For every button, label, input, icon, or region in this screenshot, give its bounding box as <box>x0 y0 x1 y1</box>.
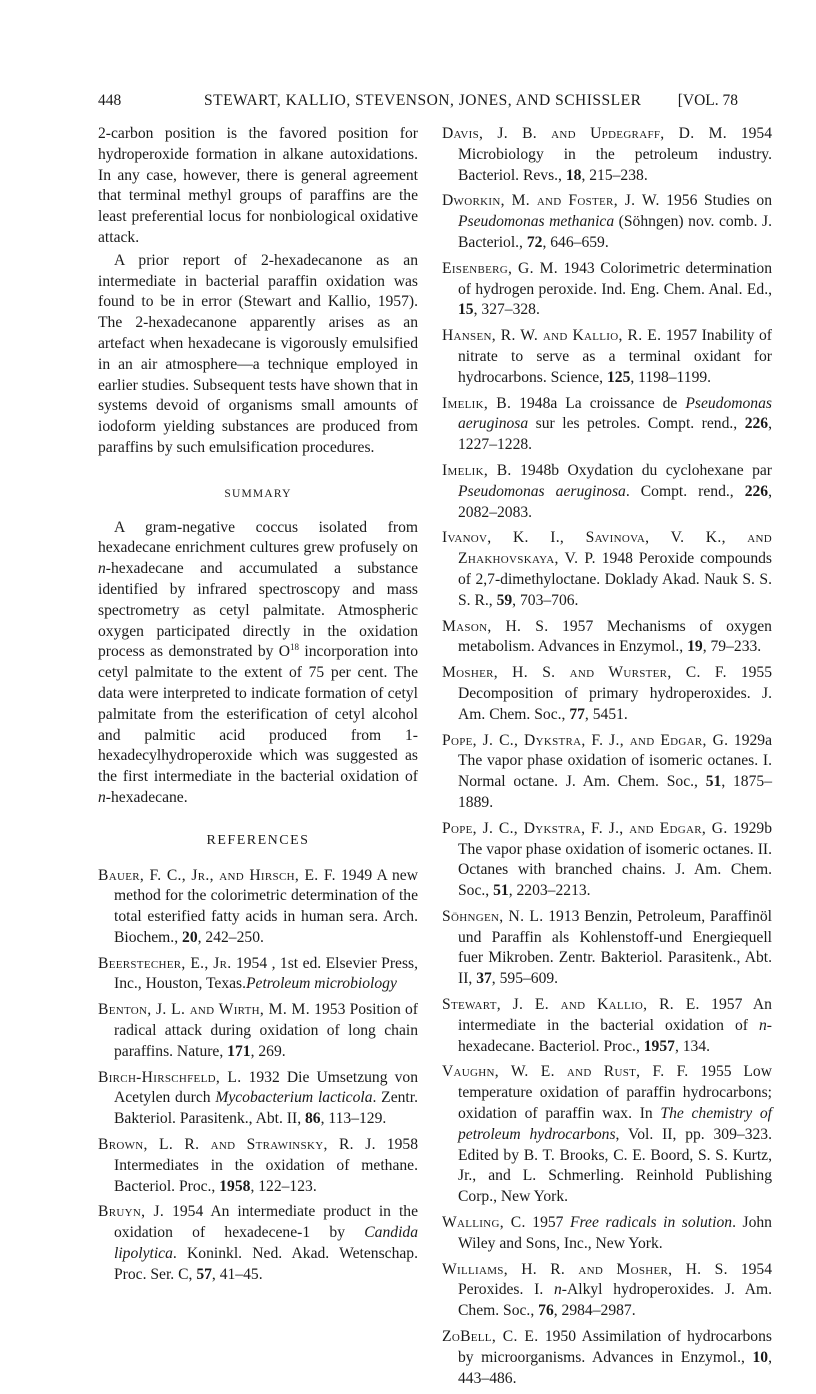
reference-item: Bauer, F. C., Jr., and Hirsch, E. F. 1949 A new method for the colorimetric determination of the total esterified fatty acids in human sera. Arch. Biochem., 20, 242–250. <box>98 866 418 946</box>
reference-item: Pope, J. C., Dykstra, F. J., and Edgar, G. 1929a The vapor phase oxidation of isomeric octanes. I. Normal octane. J. Am. Chem. Soc., 51, 1875–1889. <box>442 731 772 811</box>
reference-item: Beerstecher, E., Jr. 1954 , 1st ed. Elsevier Press, Inc., Houston, Texas.Petroleum microbiology <box>98 954 418 993</box>
reference-item: ZoBell, C. E. 1950 Assimilation of hydrocarbons by microorganisms. Advances in Enzymol., 10, 443–486. <box>442 1328 772 1387</box>
reference-item: Vaughn, W. E. and Rust, F. F. 1955 Low temperature oxidation of paraffin hydrocarbons; oxidation of paraffin wax. In The chemistry of petroleum hydrocarbons, Vol. II, pp. 309–323. Edited by B. T. Brooks, C. E. Boord, S. S. Kurtz, Jr., and L. Schmerling. Reinhold Publishing Corp., New York. <box>442 1063 772 1206</box>
reference-item: Williams, H. R. and Mosher, H. S. 1954 Peroxides. I. n-Alkyl hydroperoxides. J. Am. Chem. Soc., 76, 2984–2987. <box>442 1260 772 1320</box>
references-heading: REFERENCES <box>206 832 310 848</box>
reference-item: Imelik, B. 1948a La croissance de Pseudomonas aeruginosa sur les petroles. Compt. rend., 226, 1227–1228. <box>442 394 772 454</box>
reference-list-right <box>442 124 772 1389</box>
reference-item: Davis, J. B. and Updegraff, D. M. 1954 Microbiology in the petroleum industry. Bacteriol. Revs., 18, 215–238. <box>442 125 772 184</box>
running-authors: STEWART, KALLIO, STEVENSON, JONES, AND SCHISSLER <box>204 92 642 109</box>
summary-heading: SUMMARY <box>224 487 292 500</box>
page-number: 448 <box>98 92 122 109</box>
left-column <box>98 124 418 1291</box>
running-header <box>98 92 738 114</box>
reference-item: Eisenberg, G. M. 1943 Colorimetric determination of hydrogen peroxide. Ind. Eng. Chem. Anal. Ed., 15, 327–328. <box>442 259 772 319</box>
reference-item: Söhngen, N. L. 1913 Benzin, Petroleum, Paraffinöl und Paraffin als Kohlenstoff-und Energiequell fuer Mikroben. Zentr. Bakteriol. Parasitenk., Abt. II, 37, 595–609. <box>442 907 772 988</box>
reference-list-left <box>98 866 418 1286</box>
body-paragraph: A prior report of 2-hexadecanone as an intermediate in bacterial paraffin oxidation was found to be in error (Stewart and Kallio, 1957). The 2-hexadecanone apparently arises as an artefact when hexadecane is vigorously emulsified in an air atmosphere—a technique employed in earlier studies. Subsequent tests have shown that in systems devoid of organisms small amounts of iodoform yielding substances are produced from paraffins by such emulsification procedures. <box>98 251 418 456</box>
reference-item: Mosher, H. S. and Wurster, C. F. 1955 Decomposition of primary hydroperoxides. J. Am. Chem. Soc., 77, 5451. <box>442 664 772 723</box>
right-column <box>442 124 772 1394</box>
reference-item: Imelik, B. 1948b Oxydation du cyclohexane par Pseudomonas aeruginosa. Compt. rend., 226, 2082–2083. <box>442 461 772 521</box>
reference-item: Ivanov, K. I., Savinova, V. K., and Zhakhovskaya, V. P. 1948 Peroxide compounds of 2,7-dimethyloctane. Doklady Akad. Nauk S. S. S. R., 59, 703–706. <box>442 529 772 609</box>
reference-item: Brown, L. R. and Strawinsky, R. J. 1958 Intermediates in the oxidation of methane. Bacteriol. Proc., 1958, 122–123. <box>98 1136 418 1195</box>
reference-item: Hansen, R. W. and Kallio, R. E. 1957 Inability of nitrate to serve as a terminal oxidant for hydrocarbons. Science, 125, 1198–1199. <box>442 327 772 386</box>
reference-item: Dworkin, M. and Foster, J. W. 1956 Studies on Pseudomonas methanica (Söhngen) nov. comb. J. Bacteriol., 72, 646–659. <box>442 192 773 251</box>
reference-item: Stewart, J. E. and Kallio, R. E. 1957 An intermediate in the bacterial oxidation of n-hexadecane. Bacteriol. Proc., 1957, 134. <box>442 996 772 1055</box>
reference-item: Bruyn, J. 1954 An intermediate product in the oxidation of hexadecene-1 by Candida lipolytica. Koninkl. Ned. Akad. Wetenschap. Proc. Ser. C, 57, 41–45. <box>98 1203 418 1283</box>
reference-item: Walling, C. 1957 Free radicals in solution. John Wiley and Sons, Inc., New York. <box>442 1214 772 1252</box>
summary-paragraph: A gram-negative coccus isolated from hexadecane enrichment cultures grew profusely on n-hexadecane and accumulated a substance identified by infrared spectroscopy and mass spectrometry as cetyl palmitate. Atmospheric oxygen participated directly in the oxidation process as demonstrated by $O^{18}$ incorporation into cetyl palmitate to the extent of 75 per cent. The data were interpreted to indicate formation of cetyl palmitate from the esterification of cetyl alcohol and palmitic acid produced from 1-hexadecylhydroperoxide which was suggested as the first intermediate in the bacterial oxidation of n-hexadecane. <box>98 518 418 806</box>
reference-item: Mason, H. S. 1957 Mechanisms of oxygen metabolism. Advances in Enzymol., 19, 79–233. <box>442 617 772 656</box>
reference-item: Pope, J. C., Dykstra, F. J., and Edgar, G. 1929b The vapor phase oxidation of isomeric octanes. II. Octanes with branched chains. J. Am. Chem. Soc., 51, 2203–2213. <box>442 819 772 900</box>
reference-item: Birch-Hirschfeld, L. 1932 Die Umsetzung von Acetylen durch Mycobacterium lacticola. Zentr. Bakteriol. Parasitenk., Abt. II, 86, 113–129. <box>98 1068 419 1128</box>
body-paragraph: 2-carbon position is the favored position for hydroperoxide formation in alkane autoxidations. In any case, however, there is general agreement that terminal methyl groups of paraffins are the least preferential locus for nonbiological oxidative attack. <box>98 125 418 246</box>
volume-label: [VOL. 78 <box>677 92 738 109</box>
reference-item: Benton, J. L. and Wirth, M. M. 1953 Position of radical attack during oxidation of long chain paraffins. Nature, 171, 269. <box>98 1001 418 1060</box>
